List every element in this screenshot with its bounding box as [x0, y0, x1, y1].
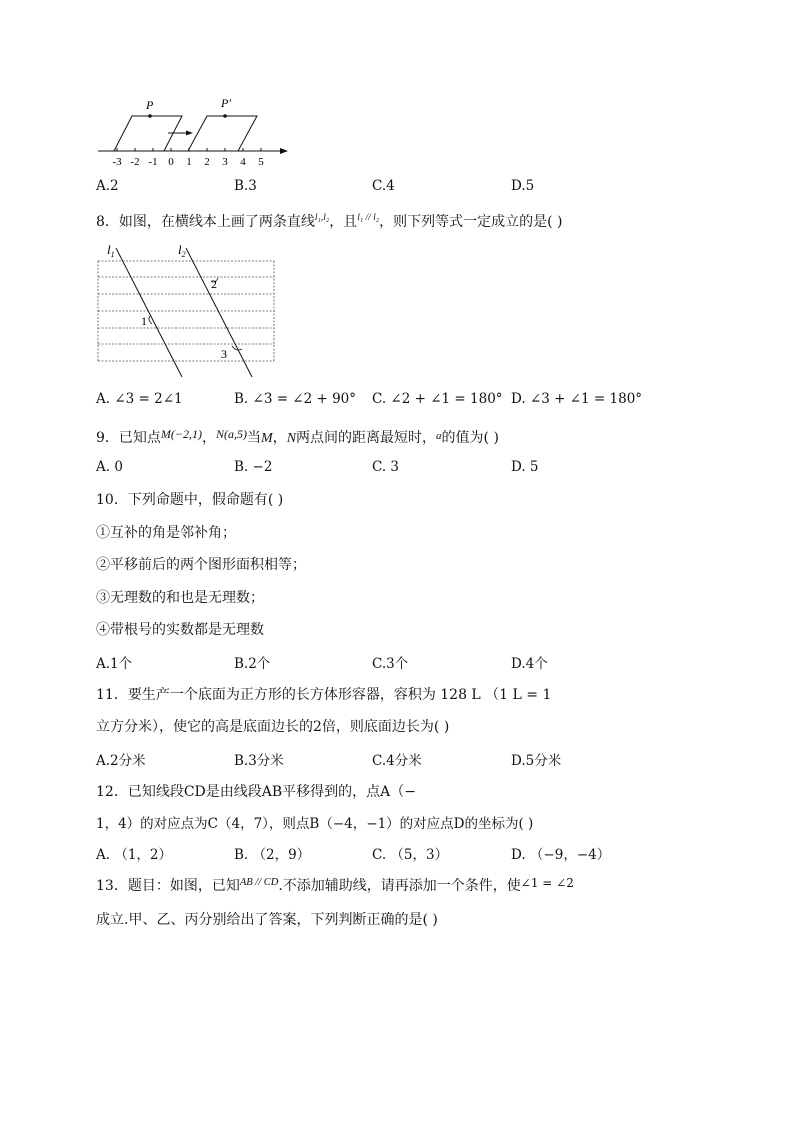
q9-stem: 9．已知点M(−2,1)，N(a,5)当M，N两点间的距离最短时，$^a$的值为( ): [96, 427, 499, 446]
number-line-arrow: [280, 148, 288, 154]
q11-stem-line1: 11．要生产一个底面为正方形的长方体形容器，容积为 128 L （1 L = 1: [96, 687, 552, 703]
q7-option-d[interactable]: D.5: [511, 178, 535, 194]
q11-option-c[interactable]: C.4分米: [372, 753, 422, 769]
parallelogram-shifted: [188, 116, 257, 151]
number-line-figure: [92, 92, 292, 170]
label-p: P: [146, 98, 154, 112]
q8-option-b[interactable]: B. ∠3 = ∠2 + 90°: [234, 391, 357, 407]
angle-1-label: 1: [141, 314, 147, 328]
label-l1: $l_1$: [107, 242, 115, 259]
label-p-prime: P′: [221, 96, 231, 110]
q9-point-n: N(a,5): [216, 427, 248, 441]
tick-label: 3: [222, 156, 228, 168]
q10-item: ②平移前后的两个图形面积相等；: [96, 557, 306, 573]
q7-option-a[interactable]: A.2: [96, 178, 119, 194]
tick-label: 1: [186, 156, 192, 168]
q9-option-b[interactable]: B. −2: [234, 459, 273, 475]
q10-option-d[interactable]: D.4个: [511, 656, 548, 672]
q10-option-c[interactable]: C.3个: [372, 656, 409, 672]
q12-stem-line2: 1，4）的对应点为C（4，7），则点B（−4，−1）的对应点D的坐标为( ): [96, 816, 534, 832]
q10-item: ③无理数的和也是无理数；: [96, 590, 264, 606]
q12-option-b[interactable]: B. （2，9）: [234, 847, 311, 863]
q12-stem-line1: 12．已知线段CD是由线段AB平移得到的，点A（−: [96, 784, 416, 800]
q9-option-c[interactable]: C. 3: [372, 459, 400, 475]
q7-option-c[interactable]: C.4: [372, 178, 395, 194]
angle-3-label: 3: [221, 347, 227, 361]
q10-item: ①互补的角是邻补角；: [96, 525, 236, 541]
tick-label: 2: [204, 156, 210, 168]
q13-inline-parallel: AB // CD: [239, 877, 279, 888]
angle-2-label: 2: [211, 277, 217, 291]
q10-stem: 10．下列命题中，假命题有( ): [96, 492, 284, 508]
line-l2: [186, 248, 252, 377]
q11-option-a[interactable]: A.2分米: [96, 753, 146, 769]
q9-point-m: M(−2,1): [160, 427, 203, 441]
q8-stem: 8．如图，在横线本上画了两条直线$^{l_1,l_2}$，且$^{l_1 // l_2}$，则下列等式一定成立的是( ): [96, 213, 563, 230]
tick-label: 4: [240, 156, 246, 168]
q13-stem-line2: 成立.甲、乙、丙分别给出了答案，下列判断正确的是( ): [96, 912, 438, 928]
q13-stem-line1: 13．题目：如图，已知$^{AB // CD}$.不添加辅助线，请再添加一个条件，使∠1 = ∠2: [96, 876, 574, 894]
q12-option-a[interactable]: A. （1，2）: [96, 847, 173, 863]
tick-label: 5: [258, 156, 264, 168]
tick-label: 0: [168, 156, 174, 168]
tick-label: -3: [112, 156, 122, 168]
q12-option-c[interactable]: C. （5，3）: [372, 847, 449, 863]
label-l2: $l_2$: [178, 242, 186, 259]
q8-inline-lines: l₁,l₂: [314, 213, 330, 223]
q9-option-d[interactable]: D. 5: [511, 459, 539, 475]
q8-inline-parallel: l₁ // l₂: [357, 213, 380, 223]
q10-item: ④带根号的实数都是无理数: [96, 622, 264, 638]
q9-option-a[interactable]: A. 0: [96, 459, 123, 475]
tick-label: -1: [148, 156, 158, 168]
q8-option-d[interactable]: D. ∠3 + ∠1 = 180°: [511, 391, 643, 407]
line-l1: [116, 248, 182, 377]
q11-option-b[interactable]: B.3分米: [234, 753, 284, 769]
q12-option-d[interactable]: D. （−9，−4）: [511, 847, 611, 863]
q11-stem-line2: 立方分米），使它的高是底面边长的2倍，则底面边长为( ): [96, 719, 450, 735]
q8-option-a[interactable]: A. ∠3 = 2∠1: [96, 391, 183, 407]
ruled-paper-figure: [94, 240, 278, 380]
q8-option-c[interactable]: C. ∠2 + ∠1 = 180°: [372, 391, 503, 407]
point-p: [148, 114, 152, 118]
q7-option-b[interactable]: B.3: [234, 178, 257, 194]
q13-inline-angles: ∠1 = ∠2: [520, 876, 574, 890]
point-p-prime: [223, 114, 227, 118]
tick-label: -2: [130, 156, 140, 168]
q10-option-a[interactable]: A.1个: [96, 656, 133, 672]
q11-option-d[interactable]: D.5分米: [511, 753, 562, 769]
q10-option-b[interactable]: B.2个: [234, 656, 271, 672]
